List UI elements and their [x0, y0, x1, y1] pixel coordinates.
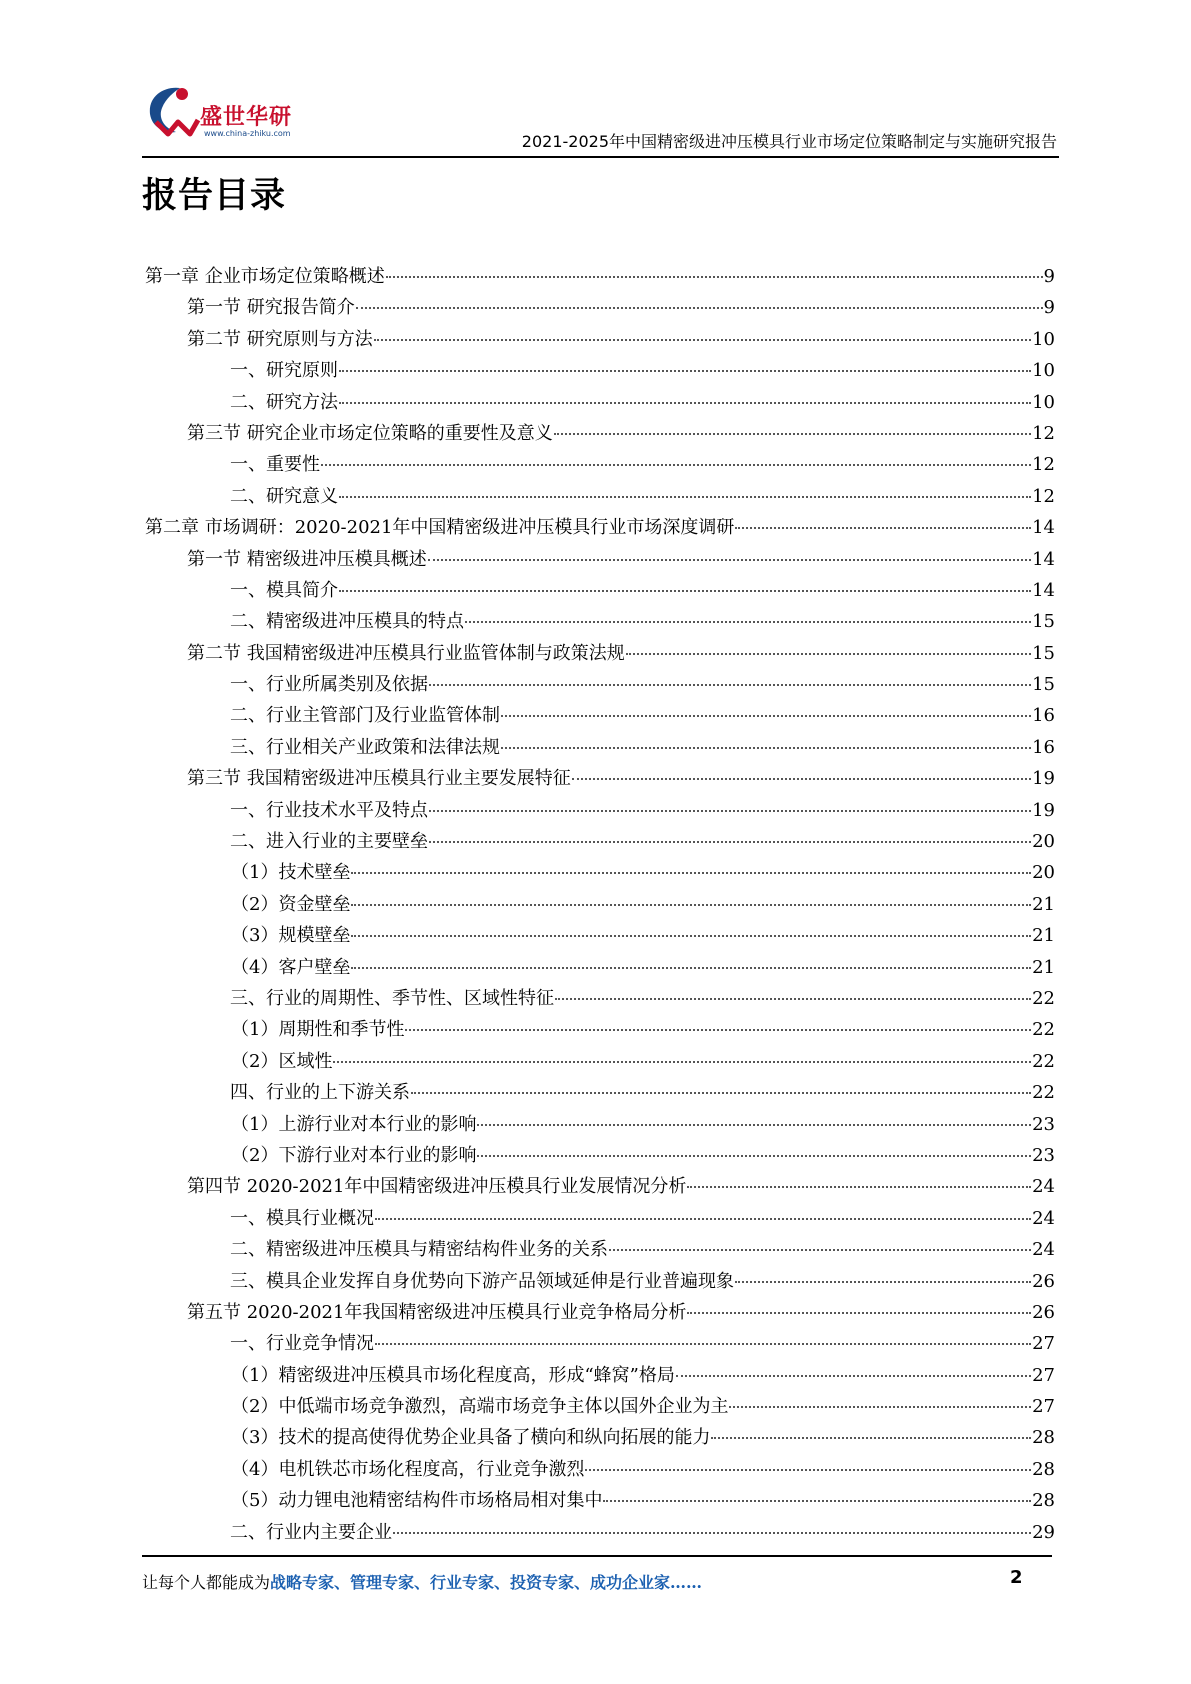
toc-dot-leader [554, 433, 1031, 435]
toc-dot-leader [477, 1124, 1031, 1126]
toc-entry-label: 第五节 2020-2021年我国精密级进冲压模具行业竞争格局分析 [187, 1301, 687, 1323]
toc-entry-label: 二、研究方法 [230, 391, 338, 413]
toc-entry-page: 28 [1032, 1458, 1055, 1480]
toc-entry[interactable] [145, 733, 1055, 764]
toc-entry-page: 15 [1032, 674, 1055, 696]
toc-entry-page: 23 [1032, 1113, 1055, 1135]
toc-dot-leader [735, 527, 1031, 529]
toc-dot-leader [405, 1029, 1031, 1031]
toc-entry-label: （2）下游行业对本行业的影响 [231, 1144, 477, 1166]
toc-entry-page: 22 [1032, 1019, 1055, 1041]
toc-entry-page: 26 [1032, 1270, 1055, 1292]
toc-entry-page: 14 [1032, 548, 1055, 570]
toc-entry[interactable] [145, 1518, 1055, 1549]
toc-dot-leader [428, 559, 1031, 561]
toc-entry-page: 20 [1032, 831, 1055, 853]
toc-dot-leader [465, 621, 1031, 623]
toc-entry-label: 第二章 市场调研：2020-2021年中国精密级进冲压模具行业市场深度调研 [145, 517, 735, 539]
toc-entry[interactable] [145, 1235, 1055, 1266]
toc-dot-leader [676, 1375, 1031, 1377]
toc-entry[interactable] [145, 890, 1055, 921]
toc-entry-label: 第一节 研究报告简介 [187, 297, 355, 319]
toc-entry-label: 一、研究原则 [230, 360, 338, 382]
toc-entry-page: 20 [1032, 862, 1055, 884]
toc-entry[interactable] [145, 1455, 1055, 1486]
toc-entry[interactable] [145, 1047, 1055, 1078]
toc-dot-leader [572, 778, 1031, 780]
toc-dot-leader [339, 590, 1031, 592]
toc-dot-leader [375, 1218, 1031, 1220]
toc-entry-label: 一、模具简介 [230, 579, 338, 601]
toc-dot-leader [626, 653, 1031, 655]
toc-entry-label: 第一节 精密级进冲压模具概述 [187, 548, 427, 570]
toc-entry[interactable] [145, 513, 1055, 544]
toc-dot-leader [351, 872, 1031, 874]
toc-entry-page: 12 [1032, 422, 1055, 444]
toc-entry-label: 一、行业技术水平及特点 [230, 799, 428, 821]
toc-entry-page: 10 [1032, 391, 1055, 413]
toc-entry-page: 16 [1032, 736, 1055, 758]
toc-entry-page: 28 [1032, 1490, 1055, 1512]
toc-dot-leader [339, 370, 1031, 372]
toc-entry[interactable] [145, 576, 1055, 607]
page-number: 2 [1010, 1567, 1023, 1588]
toc-dot-leader [729, 1406, 1031, 1408]
toc-entry[interactable] [145, 1329, 1055, 1360]
toc-dot-leader [333, 1061, 1031, 1063]
toc-entry[interactable] [145, 984, 1055, 1015]
toc-entry-page: 24 [1032, 1207, 1055, 1229]
toc-dot-leader [374, 339, 1031, 341]
logo-wordmark: 盛世华研 [200, 105, 293, 130]
toc-entry-page: 12 [1032, 485, 1055, 507]
footer-slogan-lead: 让每个人都能成为 [142, 1573, 271, 1592]
toc-entry-page: 19 [1032, 768, 1055, 790]
toc-entry[interactable] [145, 1015, 1055, 1046]
toc-entry[interactable] [145, 293, 1055, 324]
toc-entry-label: 一、重要性 [230, 454, 320, 476]
toc-entry-label: 第三节 研究企业市场定位策略的重要性及意义 [187, 422, 553, 444]
toc-dot-leader [339, 496, 1031, 498]
toc-entry-label: （5）动力锂电池精密结构件市场格局相对集中 [231, 1490, 603, 1512]
toc-dot-leader [429, 841, 1031, 843]
toc-entry-page: 27 [1032, 1364, 1055, 1386]
toc-entry-label: 三、行业的周期性、季节性、区域性特征 [230, 987, 554, 1009]
toc-entry-label: 二、研究意义 [230, 485, 338, 507]
toc-entry[interactable] [145, 796, 1055, 827]
toc-entry-page: 21 [1032, 956, 1055, 978]
toc-dot-leader [477, 1155, 1031, 1157]
toc-dot-leader [735, 1281, 1031, 1283]
toc-dot-leader [603, 1500, 1031, 1502]
toc-dot-leader [711, 1437, 1031, 1439]
toc-entry[interactable] [145, 1267, 1055, 1298]
toc-dot-leader [375, 1343, 1031, 1345]
report-running-title: 2021-2025年中国精密级进冲压模具行业市场定位策略制定与实施研究报告 [521, 132, 1057, 151]
footer-slogan [142, 1570, 702, 1593]
header-divider [142, 156, 1059, 158]
toc-entry-page: 24 [1032, 1239, 1055, 1261]
toc-entry-label: （3）规模壁垒 [231, 925, 351, 947]
toc-entry[interactable] [145, 262, 1055, 293]
toc-entry-page: 28 [1032, 1427, 1055, 1449]
toc-entry-label: （2）资金壁垒 [231, 893, 351, 915]
footer-divider [142, 1555, 1052, 1557]
toc-dot-leader [339, 402, 1031, 404]
toc-dot-leader [429, 810, 1031, 812]
toc-entry[interactable] [145, 1392, 1055, 1423]
toc-entry-label: 四、行业的上下游关系 [230, 1082, 410, 1104]
toc-dot-leader [351, 967, 1031, 969]
toc-entry-label: 第二节 我国精密级进冲压模具行业监管体制与政策法规 [187, 642, 625, 664]
page-header [142, 82, 1059, 158]
toc-entry-page: 14 [1032, 579, 1055, 601]
toc-dot-leader [501, 747, 1031, 749]
footer-slogan-emphasis: 战略专家、管理专家、行业专家、投资专家、成功企业家…… [270, 1573, 703, 1592]
toc-entry[interactable] [145, 639, 1055, 670]
toc-entry[interactable] [145, 670, 1055, 701]
table-of-contents [145, 262, 1055, 1549]
toc-dot-leader [501, 715, 1031, 717]
toc-entry[interactable] [145, 1141, 1055, 1172]
toc-entry-label: （1）精密级进冲压模具市场化程度高，形成“蜂窝”格局 [231, 1364, 675, 1386]
toc-entry-label: 第一章 企业市场定位策略概述 [145, 266, 385, 287]
page-title: 报告目录 [142, 176, 287, 216]
toc-entry-page: 22 [1032, 1050, 1055, 1072]
toc-entry-page: 19 [1032, 799, 1055, 821]
logo-url: www.china-zhiku.com [204, 129, 291, 138]
toc-entry-label: 一、模具行业概况 [230, 1207, 374, 1229]
toc-dot-leader [687, 1186, 1031, 1188]
toc-entry-page: 15 [1032, 642, 1055, 664]
toc-entry[interactable] [145, 1172, 1055, 1203]
toc-entry-page: 16 [1032, 705, 1055, 727]
toc-dot-leader [585, 1469, 1031, 1471]
toc-entry-label: （1）技术壁垒 [231, 862, 351, 884]
toc-entry-label: （1）周期性和季节性 [231, 1019, 405, 1041]
toc-dot-leader [555, 998, 1031, 1000]
toc-entry[interactable] [145, 356, 1055, 387]
toc-entry-label: （3）技术的提高使得优势企业具备了横向和纵向拓展的能力 [231, 1427, 711, 1449]
toc-entry[interactable] [145, 827, 1055, 858]
toc-entry-page: 29 [1032, 1521, 1055, 1543]
toc-dot-leader [351, 935, 1031, 937]
toc-entry-page: 22 [1032, 987, 1055, 1009]
toc-entry-label: 二、精密级进冲压模具的特点 [230, 611, 464, 633]
toc-entry[interactable] [145, 1110, 1055, 1141]
toc-entry-label: 一、行业所属类别及依据 [230, 674, 428, 696]
toc-entry-label: 第三节 我国精密级进冲压模具行业主要发展特征 [187, 768, 571, 790]
toc-entry-page: 23 [1032, 1144, 1055, 1166]
toc-dot-leader [411, 1092, 1031, 1094]
toc-entry[interactable] [145, 607, 1055, 638]
toc-entry-page: 15 [1032, 611, 1055, 633]
toc-entry-label: （2）中低端市场竞争激烈，高端市场竞争主体以国外企业为主 [231, 1396, 729, 1418]
toc-dot-leader [393, 1532, 1031, 1534]
company-logo [142, 82, 312, 144]
toc-entry[interactable] [145, 1361, 1055, 1392]
toc-dot-leader [429, 684, 1031, 686]
toc-entry-page: 14 [1032, 517, 1055, 539]
toc-entry[interactable] [145, 482, 1055, 513]
toc-entry-page: 12 [1032, 454, 1055, 476]
toc-entry[interactable] [145, 545, 1055, 576]
toc-entry-label: （4）电机铁芯市场化程度高，行业竞争激烈 [231, 1458, 585, 1480]
toc-entry-page: 21 [1032, 925, 1055, 947]
toc-entry[interactable] [145, 953, 1055, 984]
toc-entry-label: 第四节 2020-2021年中国精密级进冲压模具行业发展情况分析 [187, 1176, 687, 1198]
toc-entry-label: 三、模具企业发挥自身优势向下游产品领域延伸是行业普遍现象 [230, 1270, 734, 1292]
toc-dot-leader [386, 276, 1043, 278]
toc-entry-label: 一、行业竞争情况 [230, 1333, 374, 1355]
toc-entry[interactable] [145, 1298, 1055, 1329]
toc-entry[interactable] [145, 1423, 1055, 1454]
toc-entry[interactable] [145, 701, 1055, 732]
toc-entry[interactable] [145, 450, 1055, 481]
toc-entry-page: 26 [1032, 1301, 1055, 1323]
toc-entry-page: 10 [1032, 328, 1055, 350]
toc-entry[interactable] [145, 1486, 1055, 1517]
toc-dot-leader [356, 307, 1043, 309]
toc-entry-label: （4）客户壁垒 [231, 956, 351, 978]
toc-entry-page: 24 [1032, 1176, 1055, 1198]
toc-entry[interactable] [145, 419, 1055, 450]
toc-entry[interactable] [145, 1078, 1055, 1109]
toc-entry-page: 9 [1043, 266, 1055, 287]
toc-entry-label: （2）区域性 [231, 1050, 333, 1072]
toc-entry-page: 27 [1032, 1333, 1055, 1355]
toc-entry-label: （1）上游行业对本行业的影响 [231, 1113, 477, 1135]
toc-entry-page: 9 [1043, 297, 1055, 319]
toc-entry[interactable] [145, 764, 1055, 795]
toc-entry[interactable] [145, 388, 1055, 419]
toc-entry-page: 22 [1032, 1082, 1055, 1104]
toc-dot-leader [609, 1249, 1031, 1251]
toc-entry[interactable] [145, 858, 1055, 889]
toc-entry-page: 27 [1032, 1396, 1055, 1418]
toc-entry-label: 二、行业内主要企业 [230, 1521, 392, 1543]
toc-entry-label: 二、精密级进冲压模具与精密结构件业务的关系 [230, 1239, 608, 1261]
toc-entry-label: 第二节 研究原则与方法 [187, 328, 373, 350]
toc-entry[interactable] [145, 921, 1055, 952]
toc-dot-leader [321, 464, 1031, 466]
toc-dot-leader [351, 904, 1031, 906]
toc-entry-page: 10 [1032, 360, 1055, 382]
toc-entry-page: 21 [1032, 893, 1055, 915]
toc-entry[interactable] [145, 1204, 1055, 1235]
toc-entry-label: 三、行业相关产业政策和法律法规 [230, 736, 500, 758]
logo-emblem-icon [142, 82, 202, 144]
toc-dot-leader [687, 1312, 1031, 1314]
toc-entry-label: 二、进入行业的主要壁垒 [230, 831, 428, 853]
toc-entry-label: 二、行业主管部门及行业监管体制 [230, 705, 500, 727]
toc-entry[interactable] [145, 325, 1055, 356]
